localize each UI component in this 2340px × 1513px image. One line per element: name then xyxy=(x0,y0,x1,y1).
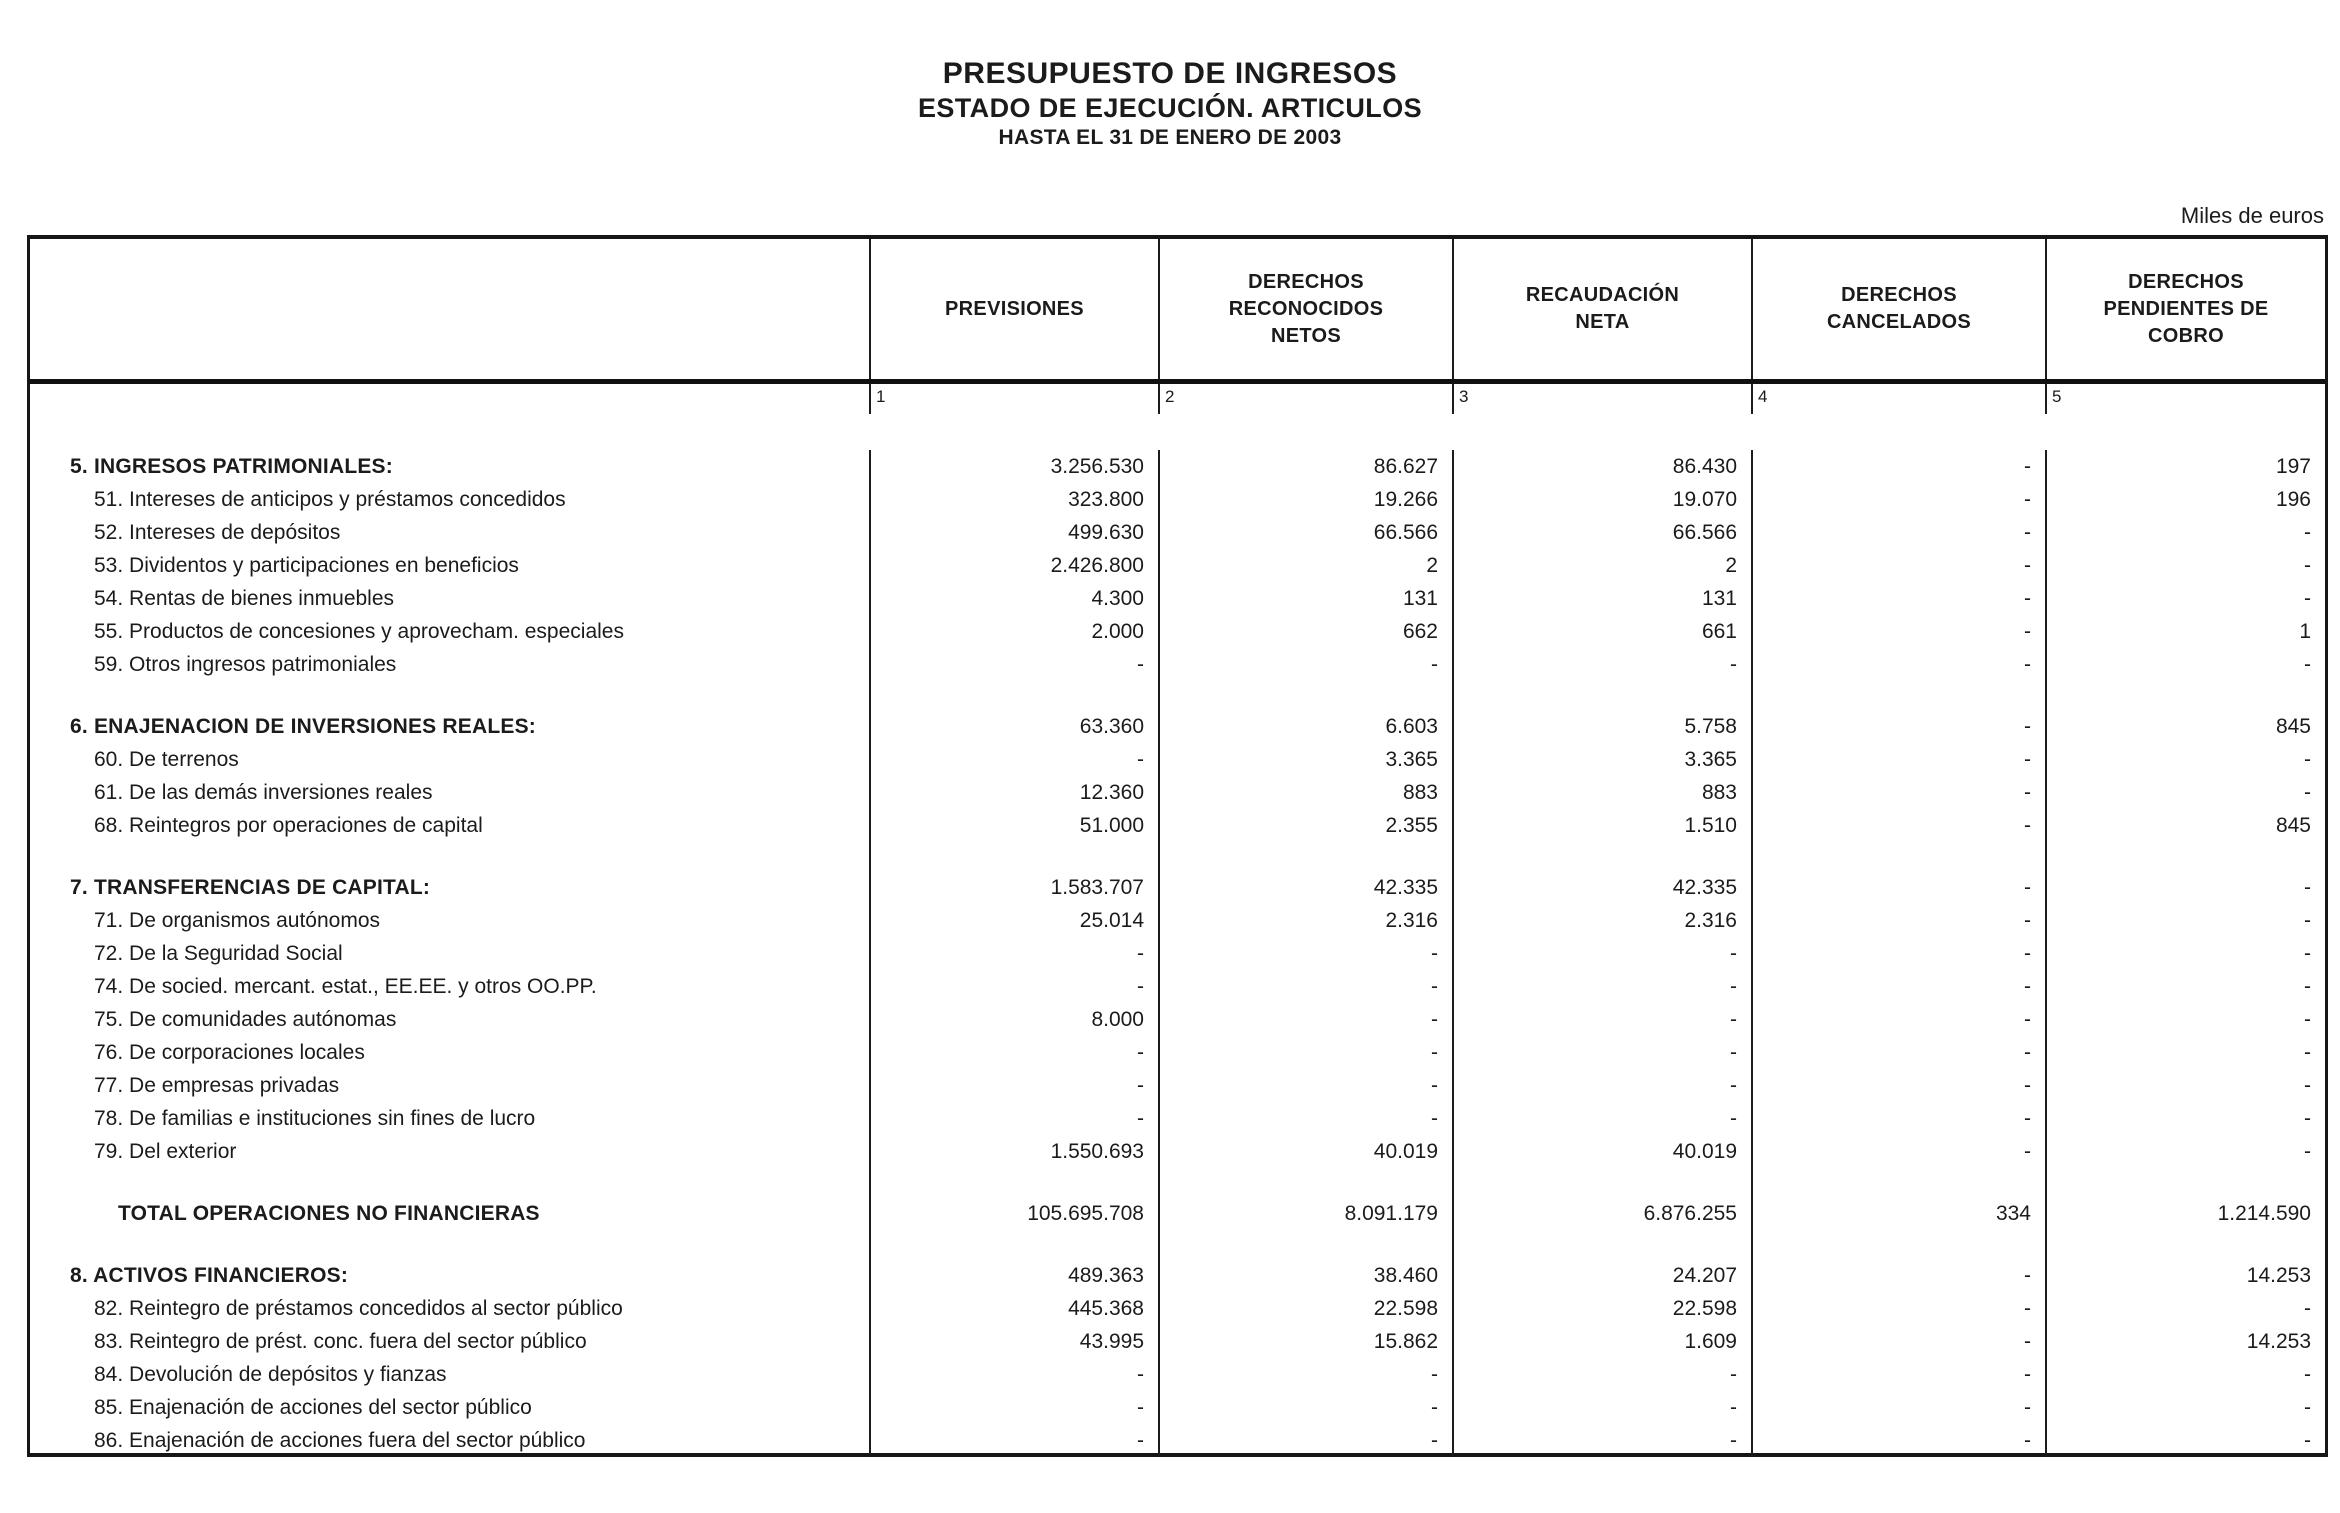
spacer-row xyxy=(30,1230,2325,1259)
cell-value: 2.000 xyxy=(869,615,1158,648)
column-number-4: 4 xyxy=(1751,384,2045,414)
header-concept-cell xyxy=(30,239,869,379)
cell-value xyxy=(1452,1230,1751,1259)
cell-value: - xyxy=(2045,549,2325,582)
column-number-3: 3 xyxy=(1452,384,1751,414)
table-row xyxy=(30,776,2325,809)
table-row xyxy=(30,937,2325,970)
cell-value: - xyxy=(2045,582,2325,615)
row-label: 8. ACTIVOS FINANCIEROS: xyxy=(70,1264,349,1287)
cell-value: - xyxy=(1751,1003,2045,1036)
cell-value: - xyxy=(2045,1036,2325,1069)
row-label: 71. De organismos autónomos xyxy=(94,909,380,932)
cell-value: 845 xyxy=(2045,809,2325,842)
table-row xyxy=(30,710,2325,743)
cell-value: - xyxy=(2045,970,2325,1003)
document-subtitle: ESTADO DE EJECUCIÓN. ARTICULOS xyxy=(917,93,1423,123)
cell-value xyxy=(869,681,1158,710)
cell-value: 1.609 xyxy=(1452,1325,1751,1358)
cell-value: - xyxy=(1452,1424,1751,1457)
cell-value: 66.566 xyxy=(1452,516,1751,549)
cell-value: - xyxy=(1751,1424,2045,1457)
cell-value xyxy=(2045,681,2325,710)
cell-value: - xyxy=(1751,710,2045,743)
row-label xyxy=(30,842,869,871)
cell-value: - xyxy=(2045,648,2325,681)
cell-value: - xyxy=(869,1358,1158,1391)
cell-value xyxy=(2045,1230,2325,1259)
row-label: 54. Rentas de bienes inmuebles xyxy=(94,587,395,610)
column-number-2: 2 xyxy=(1158,384,1452,414)
document-date-line: HASTA EL 31 DE ENERO DE 2003 xyxy=(998,126,1342,149)
cell-value: - xyxy=(1158,1003,1452,1036)
cell-value: - xyxy=(1158,970,1452,1003)
cell-value: - xyxy=(1452,970,1751,1003)
cell-value: - xyxy=(1452,1036,1751,1069)
cell-value: 197 xyxy=(2045,450,2325,483)
cell-value: - xyxy=(2045,1424,2325,1457)
cell-value: - xyxy=(1751,1358,2045,1391)
row-label: 77. De empresas privadas xyxy=(94,1074,340,1097)
cell-value: 1.550.693 xyxy=(869,1135,1158,1168)
cell-value: - xyxy=(1751,516,2045,549)
cell-value xyxy=(1452,842,1751,871)
cell-value: - xyxy=(869,1069,1158,1102)
title-block xyxy=(0,56,2340,151)
table-row xyxy=(30,1135,2325,1168)
cell-value: 12.360 xyxy=(869,776,1158,809)
cell-value: - xyxy=(1452,1358,1751,1391)
row-label: 72. De la Seguridad Social xyxy=(94,942,343,965)
cell-value: 40.019 xyxy=(1452,1135,1751,1168)
cell-value: 2.355 xyxy=(1158,809,1452,842)
spacer-row xyxy=(30,1168,2325,1197)
cell-value xyxy=(869,842,1158,871)
cell-value: - xyxy=(1452,1102,1751,1135)
cell-value: 1.583.707 xyxy=(869,871,1158,904)
table-row xyxy=(30,648,2325,681)
row-label: 83. Reintegro de prést. conc. fuera del sector público xyxy=(94,1330,587,1353)
table-row xyxy=(30,1259,2325,1292)
cell-value xyxy=(1751,1168,2045,1197)
cell-value: 661 xyxy=(1452,615,1751,648)
spacer-row xyxy=(30,681,2325,710)
cell-value: - xyxy=(1751,648,2045,681)
cell-value: - xyxy=(1751,615,2045,648)
row-label xyxy=(30,1230,869,1259)
cell-value: 2.316 xyxy=(1452,904,1751,937)
cell-value: 2 xyxy=(1158,549,1452,582)
table-row xyxy=(30,1391,2325,1424)
cell-value: - xyxy=(869,1391,1158,1424)
cell-value: - xyxy=(2045,937,2325,970)
row-label: 74. De socied. mercant. estat., EE.EE. y otros OO.PP. xyxy=(94,975,597,998)
table-row xyxy=(30,615,2325,648)
cell-value: 131 xyxy=(1452,582,1751,615)
row-label: 6. ENAJENACION DE INVERSIONES REALES: xyxy=(70,715,536,738)
cell-value xyxy=(1452,681,1751,710)
cell-value: 3.365 xyxy=(1452,743,1751,776)
cell-value: - xyxy=(1158,1424,1452,1457)
cell-value: - xyxy=(2045,1358,2325,1391)
row-label: 76. De corporaciones locales xyxy=(94,1041,365,1064)
cell-value: 24.207 xyxy=(1452,1259,1751,1292)
table-header-row xyxy=(30,239,2325,384)
cell-value xyxy=(1452,1168,1751,1197)
unit-label: Miles de euros xyxy=(2180,203,2324,228)
cell-value: 14.253 xyxy=(2045,1259,2325,1292)
table-row xyxy=(30,871,2325,904)
cell-value xyxy=(1751,681,2045,710)
cell-value: 489.363 xyxy=(869,1259,1158,1292)
table-row xyxy=(30,904,2325,937)
cell-value: 662 xyxy=(1158,615,1452,648)
table-row xyxy=(30,1069,2325,1102)
cell-value: - xyxy=(2045,1292,2325,1325)
cell-value: 5.758 xyxy=(1452,710,1751,743)
table-row xyxy=(30,582,2325,615)
cell-value: - xyxy=(2045,1391,2325,1424)
cell-value: 3.256.530 xyxy=(869,450,1158,483)
row-label: 79. Del exterior xyxy=(94,1140,237,1163)
cell-value: 2.316 xyxy=(1158,904,1452,937)
cell-value: 8.091.179 xyxy=(1158,1197,1452,1230)
table-row xyxy=(30,743,2325,776)
cell-value: 15.862 xyxy=(1158,1325,1452,1358)
cell-value: - xyxy=(1158,1036,1452,1069)
cell-value: - xyxy=(1452,937,1751,970)
table-row xyxy=(30,1358,2325,1391)
cell-value: - xyxy=(869,743,1158,776)
column-number-strip xyxy=(30,384,2325,414)
cell-value: 8.000 xyxy=(869,1003,1158,1036)
row-label: 86. Enajenación de acciones fuera del sector público xyxy=(94,1429,586,1452)
cell-value: 845 xyxy=(2045,710,2325,743)
row-label: 59. Otros ingresos patrimoniales xyxy=(94,653,397,676)
cell-value: 86.430 xyxy=(1452,450,1751,483)
cell-value: - xyxy=(1751,549,2045,582)
cell-value: 499.630 xyxy=(869,516,1158,549)
table-row xyxy=(30,1102,2325,1135)
cell-value: - xyxy=(1158,1102,1452,1135)
cell-value: - xyxy=(2045,516,2325,549)
row-label: 5. INGRESOS PATRIMONIALES: xyxy=(70,455,393,478)
row-label: 85. Enajenación de acciones del sector público xyxy=(94,1396,532,1419)
cell-value: 63.360 xyxy=(869,710,1158,743)
cell-value: - xyxy=(1751,1259,2045,1292)
row-label: 51. Intereses de anticipos y préstamos concedidos xyxy=(94,488,566,511)
cell-value: 22.598 xyxy=(1452,1292,1751,1325)
cell-value: - xyxy=(1452,1003,1751,1036)
row-label: 78. De familias e instituciones sin fines de lucro xyxy=(94,1107,536,1130)
cell-value: 22.598 xyxy=(1158,1292,1452,1325)
cell-value: - xyxy=(2045,904,2325,937)
column-number-1: 1 xyxy=(869,384,1158,414)
cell-value: - xyxy=(1452,648,1751,681)
cell-value: 1.214.590 xyxy=(2045,1197,2325,1230)
cell-value: 323.800 xyxy=(869,483,1158,516)
cell-value: - xyxy=(1751,809,2045,842)
cell-value: - xyxy=(1158,1069,1452,1102)
cell-value: - xyxy=(2045,871,2325,904)
cell-value xyxy=(1158,842,1452,871)
table-row xyxy=(30,1003,2325,1036)
cell-value: - xyxy=(1452,1069,1751,1102)
row-label: TOTAL OPERACIONES NO FINANCIERAS xyxy=(118,1202,540,1225)
cell-value: - xyxy=(2045,1135,2325,1168)
cell-value: 42.335 xyxy=(1158,871,1452,904)
cell-value: - xyxy=(1158,1358,1452,1391)
column-number-empty xyxy=(30,384,869,414)
cell-value: - xyxy=(869,1102,1158,1135)
header-previsiones: PREVISIONES xyxy=(869,239,1158,379)
cell-value: - xyxy=(2045,776,2325,809)
cell-value: - xyxy=(1751,582,2045,615)
cell-value: - xyxy=(1452,1391,1751,1424)
table-row xyxy=(30,1292,2325,1325)
table-row xyxy=(30,483,2325,516)
cell-value: - xyxy=(1751,871,2045,904)
budget-table xyxy=(27,235,2328,1457)
cell-value: - xyxy=(2045,1003,2325,1036)
header-recaudacion-neta: RECAUDACIÓN NETA xyxy=(1452,239,1751,379)
cell-value: - xyxy=(1751,776,2045,809)
table-row xyxy=(30,549,2325,582)
cell-value: - xyxy=(1751,1036,2045,1069)
row-label xyxy=(30,681,869,710)
cell-value xyxy=(2045,1168,2325,1197)
cell-value: 4.300 xyxy=(869,582,1158,615)
cell-value: 196 xyxy=(2045,483,2325,516)
cell-value: - xyxy=(869,1424,1158,1457)
row-label: 75. De comunidades autónomas xyxy=(94,1008,397,1031)
cell-value: 51.000 xyxy=(869,809,1158,842)
cell-value xyxy=(1158,681,1452,710)
cell-value: - xyxy=(1751,1391,2045,1424)
cell-value: 3.365 xyxy=(1158,743,1452,776)
cell-value: - xyxy=(1751,450,2045,483)
cell-value: 66.566 xyxy=(1158,516,1452,549)
cell-value: 19.266 xyxy=(1158,483,1452,516)
cell-value: - xyxy=(1751,1325,2045,1358)
cell-value: - xyxy=(1751,1135,2045,1168)
header-derechos-pendientes-cobro: DERECHOS PENDIENTES DE COBRO xyxy=(2045,239,2325,379)
cell-value: 883 xyxy=(1452,776,1751,809)
header-derechos-reconocidos-netos: DERECHOS RECONOCIDOS NETOS xyxy=(1158,239,1452,379)
cell-value: 19.070 xyxy=(1452,483,1751,516)
cell-value: 38.460 xyxy=(1158,1259,1452,1292)
cell-value: 334 xyxy=(1751,1197,2045,1230)
table-row xyxy=(30,1036,2325,1069)
row-label: 7. TRANSFERENCIAS DE CAPITAL: xyxy=(70,876,431,899)
table-row xyxy=(30,1424,2325,1457)
cell-value: - xyxy=(869,1036,1158,1069)
cell-value xyxy=(1751,1230,2045,1259)
row-label: 55. Productos de concesiones y aprovecham. especiales xyxy=(94,620,624,643)
cell-value: 6.876.255 xyxy=(1452,1197,1751,1230)
row-label: 82. Reintegro de préstamos concedidos al sector público xyxy=(94,1297,623,1320)
cell-value: - xyxy=(2045,743,2325,776)
cell-value: - xyxy=(1751,970,2045,1003)
cell-value: - xyxy=(1751,1292,2045,1325)
cell-value xyxy=(869,1168,1158,1197)
table-lead-spacer xyxy=(30,414,2325,450)
row-label: 52. Intereses de depósitos xyxy=(94,521,341,544)
row-label xyxy=(30,1168,869,1197)
row-label: 84. Devolución de depósitos y fianzas xyxy=(94,1363,447,1386)
cell-value: - xyxy=(2045,1069,2325,1102)
cell-value: - xyxy=(1751,904,2045,937)
table-row xyxy=(30,809,2325,842)
table-row xyxy=(30,1197,2325,1230)
document-title: PRESUPUESTO DE INGRESOS xyxy=(942,57,1398,90)
cell-value: - xyxy=(1158,937,1452,970)
cell-value xyxy=(1158,1230,1452,1259)
table-body xyxy=(30,450,2325,1457)
spacer-row xyxy=(30,842,2325,871)
column-number-5: 5 xyxy=(2045,384,2325,414)
cell-value xyxy=(1158,1168,1452,1197)
cell-value: - xyxy=(1751,743,2045,776)
cell-value: - xyxy=(1751,937,2045,970)
row-label: 53. Dividentos y participaciones en beneficios xyxy=(94,554,519,577)
cell-value xyxy=(869,1230,1158,1259)
table-row xyxy=(30,1325,2325,1358)
cell-value: - xyxy=(1751,483,2045,516)
cell-value: 86.627 xyxy=(1158,450,1452,483)
row-label: 61. De las demás inversiones reales xyxy=(94,781,433,804)
cell-value: 883 xyxy=(1158,776,1452,809)
cell-value: 42.335 xyxy=(1452,871,1751,904)
header-derechos-cancelados: DERECHOS CANCELADOS xyxy=(1751,239,2045,379)
cell-value xyxy=(1751,842,2045,871)
cell-value: 43.995 xyxy=(869,1325,1158,1358)
cell-value: 1.510 xyxy=(1452,809,1751,842)
cell-value: 2 xyxy=(1452,549,1751,582)
cell-value: 445.368 xyxy=(869,1292,1158,1325)
cell-value: 14.253 xyxy=(2045,1325,2325,1358)
cell-value: - xyxy=(869,648,1158,681)
table-row xyxy=(30,516,2325,549)
cell-value: - xyxy=(1751,1102,2045,1135)
cell-value: 1 xyxy=(2045,615,2325,648)
cell-value xyxy=(2045,842,2325,871)
cell-value: 6.603 xyxy=(1158,710,1452,743)
cell-value: 25.014 xyxy=(869,904,1158,937)
cell-value: - xyxy=(1158,1391,1452,1424)
cell-value: - xyxy=(1158,648,1452,681)
row-label: 68. Reintegros por operaciones de capital xyxy=(94,814,483,837)
cell-value: 40.019 xyxy=(1158,1135,1452,1168)
row-label: 60. De terrenos xyxy=(94,748,239,771)
cell-value: - xyxy=(2045,1102,2325,1135)
cell-value: - xyxy=(1751,1069,2045,1102)
table-row xyxy=(30,450,2325,483)
table-row xyxy=(30,970,2325,1003)
cell-value: - xyxy=(869,937,1158,970)
cell-value: 2.426.800 xyxy=(869,549,1158,582)
cell-value: 105.695.708 xyxy=(869,1197,1158,1230)
cell-value: - xyxy=(869,970,1158,1003)
cell-value: 131 xyxy=(1158,582,1452,615)
